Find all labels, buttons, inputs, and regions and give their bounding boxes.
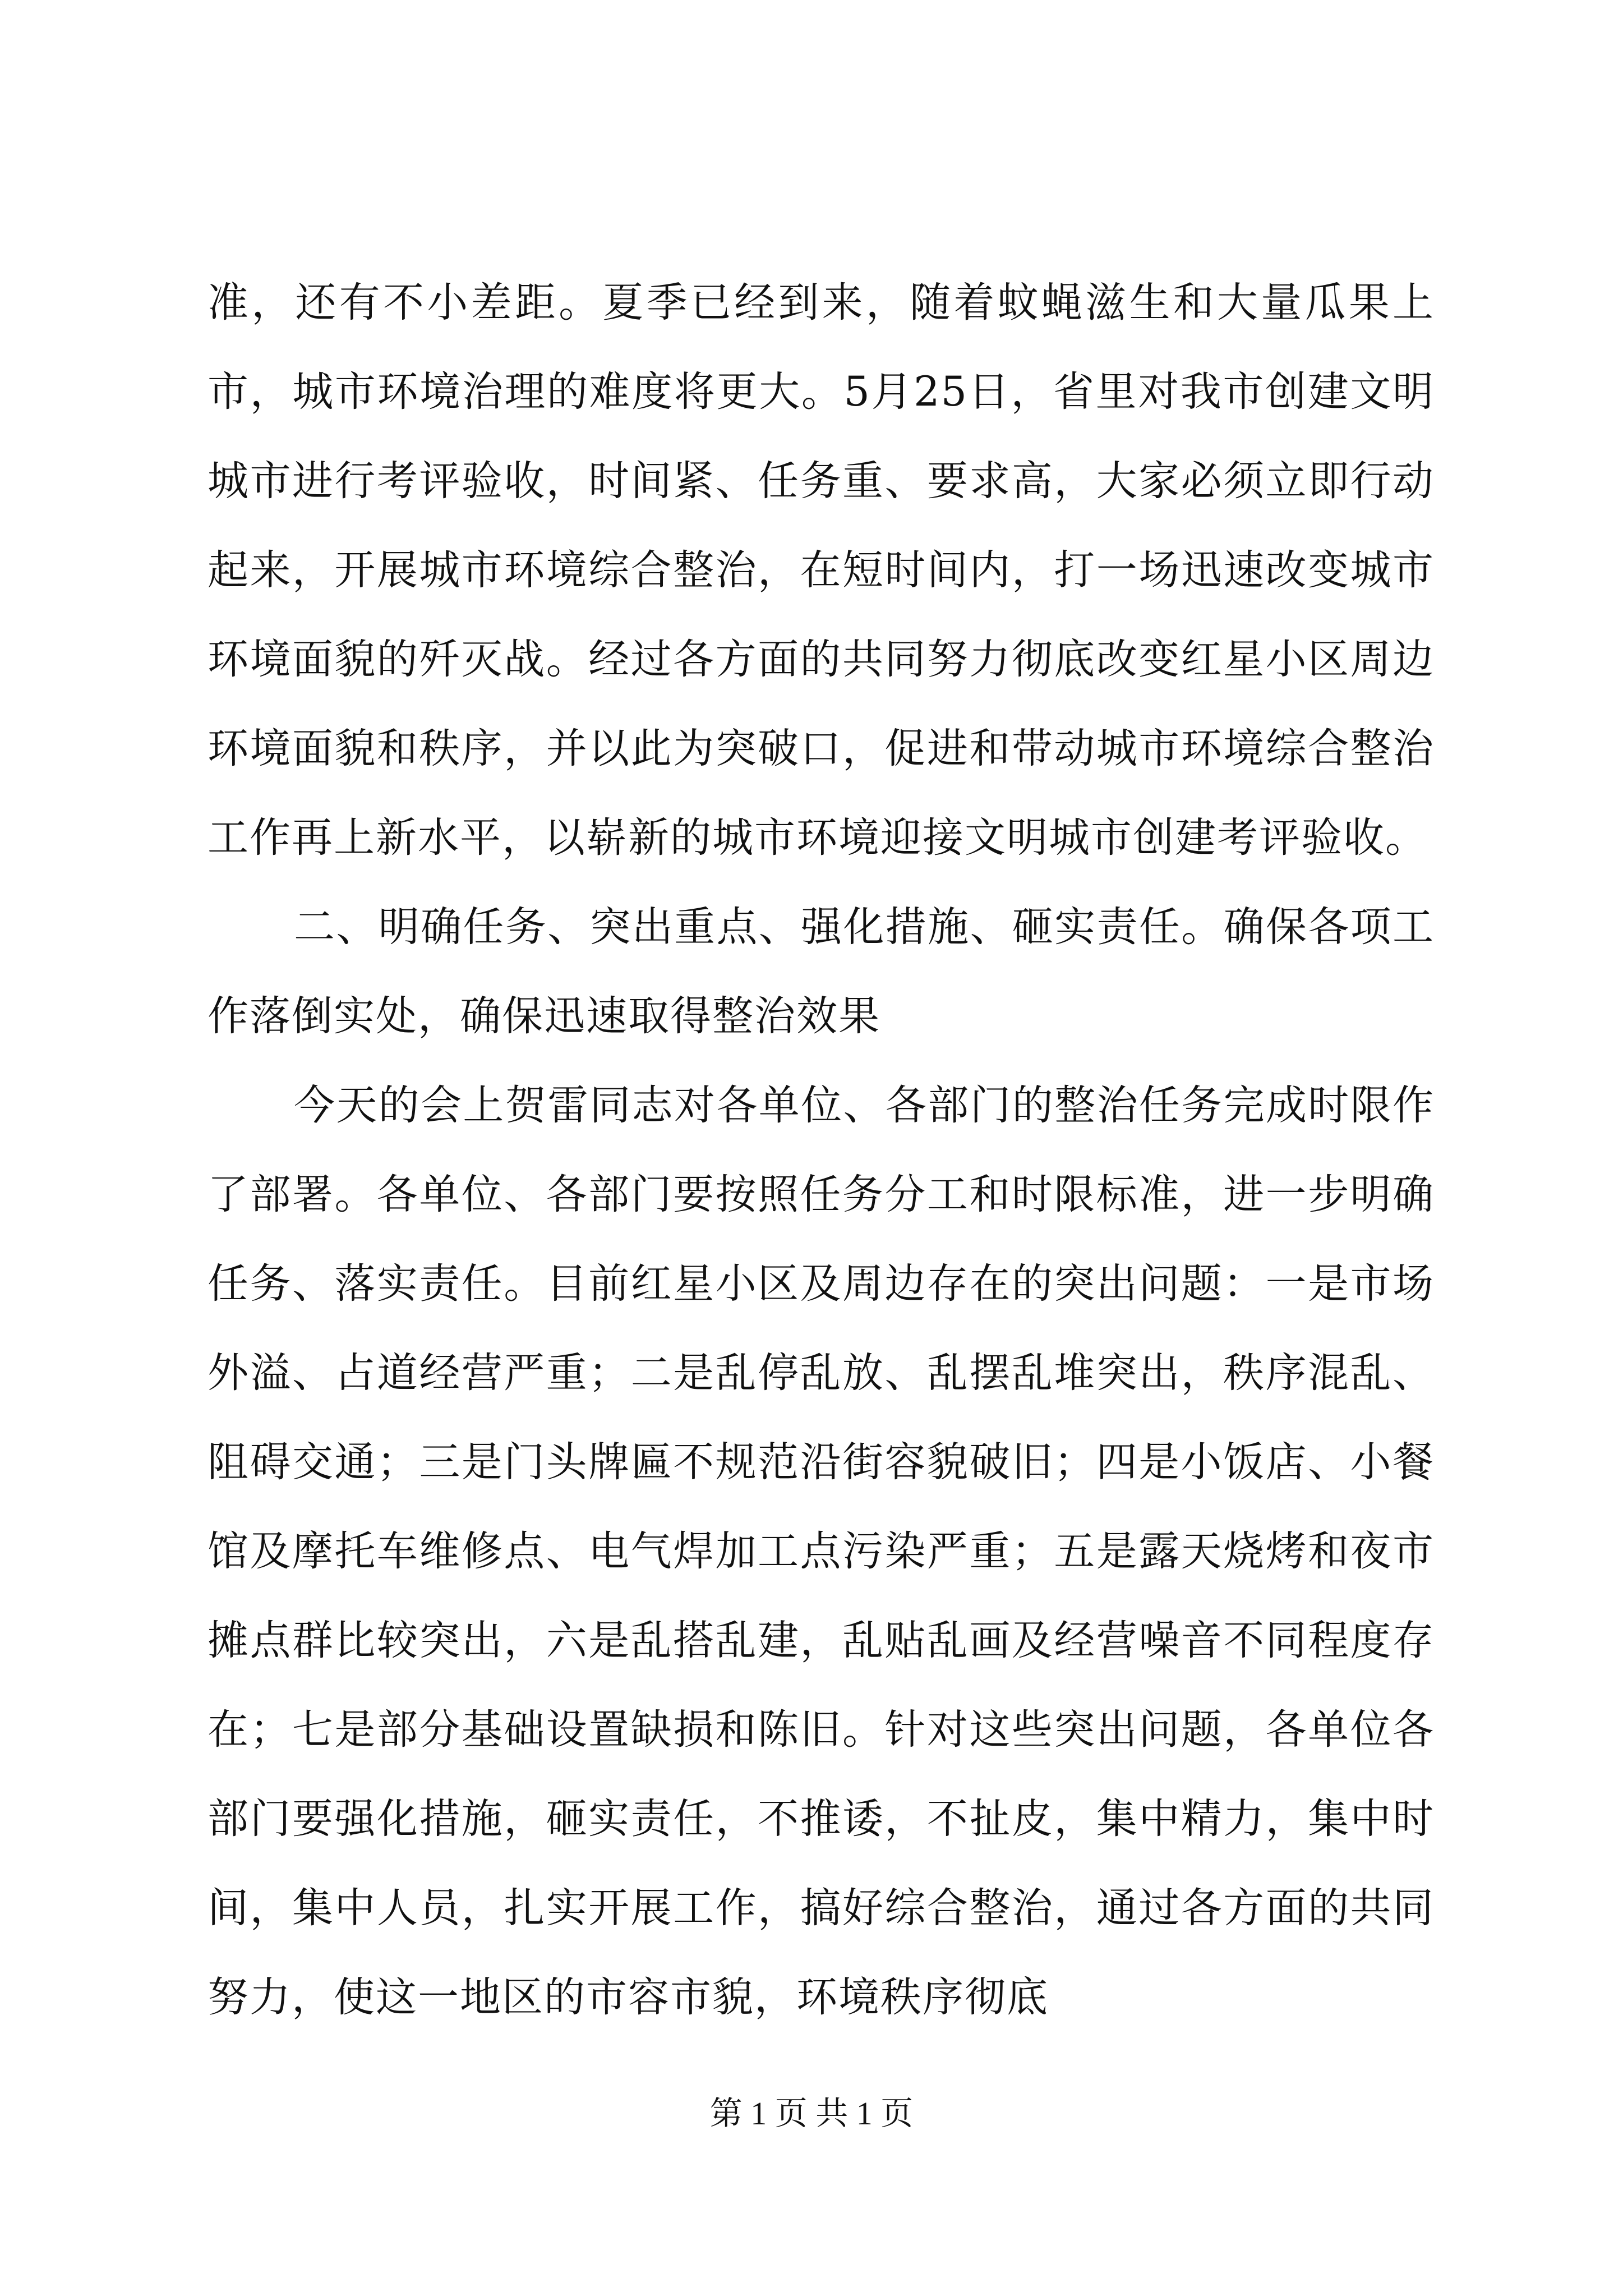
paragraph-continued: 准，还有不小差距。夏季已经到来，随着蚊蝇滋生和大量瓜果上市，城市环境治理的难度将更大。5月25日，省里对我市创建文明城市进行考评验收，时间紧、任务重、要求高，大家必须立即行动起来，开展城市环境综合整治，在短时间内，打一场迅速改变城市环境面貌的歼灭战。经过各方面的共同努力彻底改变红星小区周边环境面貌和秩序，并以此为突破口，促进和带动城市环境综合整治工作再上新水平，以崭新的城市环境迎接文明城市创建考评验收。 <box>208 279 1435 862</box>
section-heading-two: 二、明确任务、突出重点、强化措施、砸实责任。确保各项工作落倒实处，确保迅速取得整治效果 <box>208 903 1435 1040</box>
page-number-label: 第 1 页 共 1 页 <box>709 2095 914 2132</box>
page-footer <box>0 2091 1623 2136</box>
document-body <box>208 258 1435 2042</box>
paragraph-meeting-deployment: 今天的会上贺雷同志对各单位、各部门的整治任务完成时限作了部署。各单位、各部门要按照任务分工和时限标准，进一步明确任务、落实责任。目前红星小区及周边存在的突出问题：一是市场外溢、占道经营严重；二是乱停乱放、乱摆乱堆突出，秩序混乱、阻碍交通；三是门头牌匾不规范沿街容貌破旧；四是小饭店、小餐馆及摩托车维修点、电气焊加工点污染严重；五是露天烧烤和夜市摊点群比较突出，六是乱搭乱建，乱贴乱画及经营噪音不同程度存在；七是部分基础设置缺损和陈旧。针对这些突出问题，各单位各部门要强化措施，砸实责任，不推诿，不扯皮，集中精力，集中时间，集中人员，扎实开展工作，搞好综合整治，通过各方面的共同努力，使这一地区的市容市貌，环境秩序彻底 <box>208 1082 1435 2021</box>
